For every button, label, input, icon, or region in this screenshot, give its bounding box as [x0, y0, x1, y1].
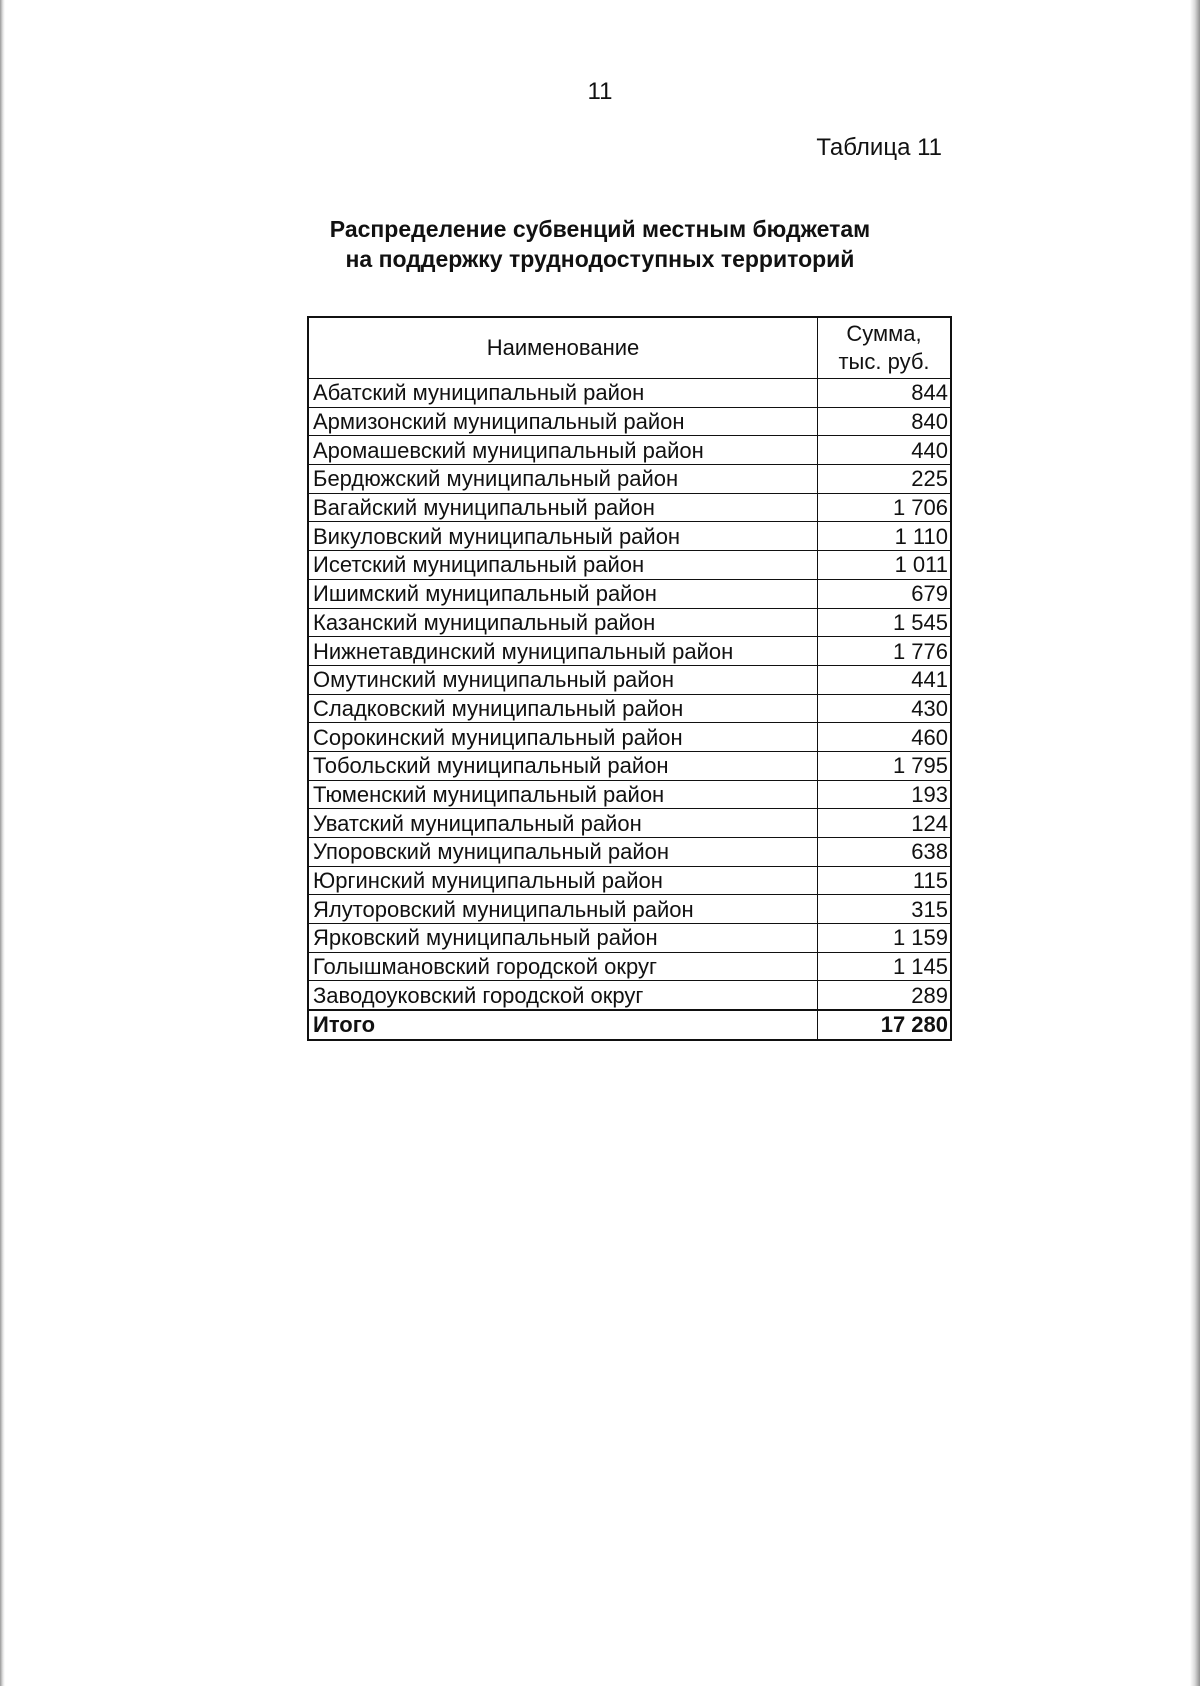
row-value: 844: [818, 379, 952, 408]
table-row: [308, 780, 951, 809]
table-row: [308, 665, 951, 694]
row-value: 289: [818, 981, 952, 1010]
total-value: 17 280: [818, 1010, 952, 1040]
table-row: [308, 407, 951, 436]
row-value: 124: [818, 809, 952, 838]
table-row: [308, 579, 951, 608]
row-name: Заводоуковский городской округ: [308, 981, 818, 1010]
table-row: [308, 694, 951, 723]
distribution-table: [307, 316, 952, 1041]
row-name: Вагайский муниципальный район: [308, 493, 818, 522]
row-value: 460: [818, 723, 952, 752]
table-row: [308, 436, 951, 465]
row-value: 1 545: [818, 608, 952, 637]
row-value: 1 776: [818, 637, 952, 666]
table-row: [308, 493, 951, 522]
row-value: 1 110: [818, 522, 952, 551]
table-row: [308, 465, 951, 494]
table-row: [308, 838, 951, 867]
row-value: 315: [818, 895, 952, 924]
row-value: 430: [818, 694, 952, 723]
table-row: [308, 895, 951, 924]
row-name: Тобольский муниципальный район: [308, 751, 818, 780]
row-value: 1 011: [818, 551, 952, 580]
row-name: Ярковский муниципальный район: [308, 924, 818, 953]
row-value: 193: [818, 780, 952, 809]
document-title-line-1: Распределение субвенций местным бюджетам: [329, 216, 871, 242]
table-row: [308, 608, 951, 637]
row-name: Омутинский муниципальный район: [308, 665, 818, 694]
row-name: Уватский муниципальный район: [308, 809, 818, 838]
row-value: 840: [818, 407, 952, 436]
row-value: 679: [818, 579, 952, 608]
row-name: Армизонский муниципальный район: [308, 407, 818, 436]
header-sum-line-1: Сумма,: [846, 321, 922, 346]
row-value: 225: [818, 465, 952, 494]
total-row: [308, 1010, 951, 1040]
table-row: [308, 551, 951, 580]
table-row: [308, 637, 951, 666]
row-value: 441: [818, 665, 952, 694]
row-name: Абатский муниципальный район: [308, 379, 818, 408]
header-sum: [818, 317, 952, 379]
row-name: Исетский муниципальный район: [308, 551, 818, 580]
row-name: Тюменский муниципальный район: [308, 780, 818, 809]
row-name: Ишимский муниципальный район: [308, 579, 818, 608]
table-row: [308, 522, 951, 551]
table-header-row: [308, 317, 951, 379]
table-body: [308, 379, 951, 1011]
table-row: [308, 952, 951, 981]
header-sum-line-2: тыс. руб.: [838, 349, 930, 374]
row-name: Ялуторовский муниципальный район: [308, 895, 818, 924]
row-name: Казанский муниципальный район: [308, 608, 818, 637]
row-name: Сладковский муниципальный район: [308, 694, 818, 723]
row-name: Голышмановский городской округ: [308, 952, 818, 981]
header-name: Наименование: [308, 317, 818, 379]
row-name: Сорокинский муниципальный район: [308, 723, 818, 752]
page-number: 11: [587, 78, 613, 105]
table-row: [308, 866, 951, 895]
row-value: 638: [818, 838, 952, 867]
document-title: [0, 214, 1200, 274]
row-value: 440: [818, 436, 952, 465]
row-name: Викуловский муниципальный район: [308, 522, 818, 551]
row-name: Бердюжский муниципальный район: [308, 465, 818, 494]
total-label: Итого: [308, 1010, 818, 1040]
row-value: 1 145: [818, 952, 952, 981]
row-value: 1 159: [818, 924, 952, 953]
table-row: [308, 723, 951, 752]
table-row: [308, 809, 951, 838]
table-row: [308, 981, 951, 1010]
row-name: Юргинский муниципальный район: [308, 866, 818, 895]
document-title-line-2: на поддержку труднодоступных территорий: [345, 246, 855, 272]
table-caption: Таблица 11: [816, 134, 942, 161]
row-value: 1 795: [818, 751, 952, 780]
row-name: Аромашевский муниципальный район: [308, 436, 818, 465]
row-value: 1 706: [818, 493, 952, 522]
row-name: Упоровский муниципальный район: [308, 838, 818, 867]
row-value: 115: [818, 866, 952, 895]
table-row: [308, 924, 951, 953]
row-name: Нижнетавдинский муниципальный район: [308, 637, 818, 666]
table-row: [308, 379, 951, 408]
table-row: [308, 751, 951, 780]
